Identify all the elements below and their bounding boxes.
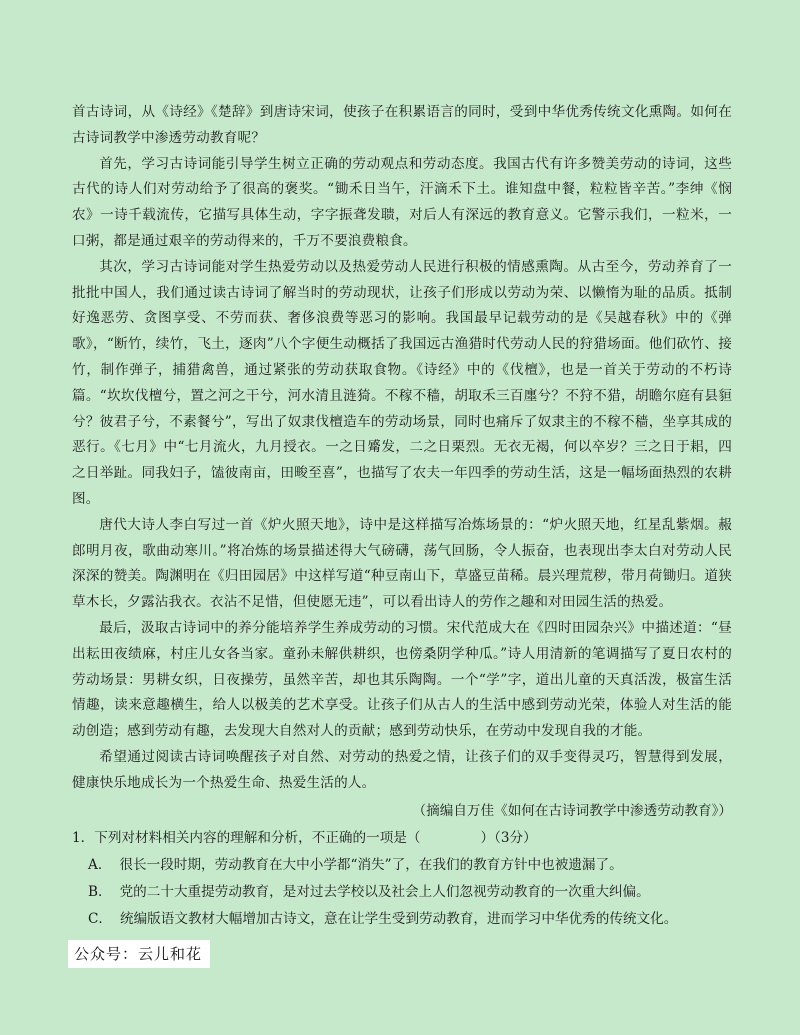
option-letter: C． [88,911,112,928]
document-page [72,100,732,933]
article-body [72,100,732,797]
article-paragraph: 首古诗词，从《诗经》《楚辞》到唐诗宋词，使孩子在积累语言的同时，受到中华优秀传统文化熏陶。如何在古诗词教学中渗透劳动教育呢？ [72,104,732,146]
article-paragraph: 最后，汲取古诗词中的养分能培养学生养成劳动的习惯。宋代范成大在《四时田园杂兴》中描述道：“昼出耘田夜绩麻，村庄儿女各当家。童孙未解供耕织，也傍桑阴学种瓜。”诗人用清新的笔调描写了夏日农村的劳动场景：男耕女织，日夜操劳，虽然辛苦，却也其乐陶陶。一个“学”字，道出儿童的天真活泼，极富生活情趣，读来意趣横生，给人以极美的艺术享受。让孩子们从古人的生活中感到劳动光荣，体验人对生活的能动创造；感到劳动有趣，去发现大自然对人的贡献；感到劳动快乐，在劳动中发现自我的才能。 [72,619,732,740]
question-number: 1． [72,830,95,847]
article-paragraph: 希望通过阅读古诗词唤醒孩子对自然、对劳动的热爱之情，让孩子们的双手变得灵巧，智慧得到发展，健康快乐地成长为一个热爱生命、热爱生活的人。 [72,748,732,791]
question-options [72,852,732,933]
question-block [72,826,732,933]
answer-option[interactable] [72,906,732,933]
question-stem-before: 下列对材料相关内容的理解和分析，不正确的一项是（ [94,830,421,847]
option-text: 党的二十大重提劳动教育，是对过去学校以及社会上人们忽视劳动教育的一次重大纠偏。 [119,884,650,901]
article-paragraph: 其次，学习古诗词能对学生热爱劳动以及热爱劳动人民进行积极的情感熏陶。从古至今，劳动养育了一批批中国人，我们通过读古诗词了解当时的劳动现状，让孩子们形成以劳动为荣、以懒惰为耻的品质。抵制好逸恶劳、贪图享受、不劳而获、奢侈浪费等恶习的影响。我国最早记载劳动的是《吴越春秋》中的《弹歌》，“断竹，续竹，飞土，逐肉”八个字便生动概括了我国远古渔猎时代劳动人民的狩猎场面。他们砍竹、接竹，制作弹子，捕猎禽兽，通过紧张的劳动获取食物。《诗经》中的《伐檀》，也是一首关于劳动的不朽诗篇。“坎坎伐檀兮，置之河之干兮，河水清且涟猗。不稼不穑，胡取禾三百廛兮？不狩不猎，胡瞻尔庭有县貆兮？彼君子兮，不素餐兮”，写出了奴隶伐檀造车的劳动场景，同时也痛斥了奴隶主的不稼不穑，坐享其成的恶行。《七月》中“七月流火，九月授衣。一之日觱发，二之日栗烈。无衣无褐，何以卒岁？三之日于耜，四之日举趾。同我妇子，馌彼南亩，田畯至喜”，也描写了农夫一年四季的劳动生活，这是一幅场面热烈的农耕图。 [72,258,732,507]
option-letter: A． [88,857,112,874]
answer-option[interactable] [72,879,732,906]
question-stem-after: ）（3分） [480,830,537,847]
option-text: 很长一段时期，劳动教育在大中小学都“消失”了，在我们的教育方针中也被遗漏了。 [119,857,623,874]
option-text: 统编版语文教材大幅增加古诗文，意在让学生受到劳动教育，进而学习中华优秀的传统文化。 [120,911,678,928]
article-paragraph: 唐代大诗人李白写过一首《炉火照天地》，诗中是这样描写冶炼场景的：“炉火照天地，红星乱紫烟。赧郎明月夜，歌曲动寒川。”将冶炼的场景描述得大气磅礴，荡气回肠，令人振奋，也表现出李太白对劳动人民深深的赞美。陶渊明在《归田园居》中这样写道“种豆南山下，草盛豆苗稀。晨兴理荒秽，带月荷锄归。道狭草木长，夕露沾我衣。衣沾不足惜，但使愿无违”，可以看出诗人的劳作之趣和对田园生活的热爱。 [72,516,732,611]
watermark-label: 公众号：云儿和花 [68,940,210,968]
article-paragraph: 首先，学习古诗词能引导学生树立正确的劳动观点和劳动态度。我国古代有许多赞美劳动的诗词，这些古代的诗人们对劳动给予了很高的褒奖。“锄禾日当午，汗滴禾下土。谁知盘中餐，粒粒皆辛苦。”李绅《悯农》一诗千载流传，它描写具体生动，字字振聋发聩，对后人有深远的教育意义。它警示我们，一粒米，一口粥，都是通过艰辛的劳动得来的，千万不要浪费粮食。 [72,155,732,249]
article-source: （摘编自万佳《如何在古诗词教学中渗透劳动教育》） [412,802,732,819]
option-letter: B． [88,884,112,901]
question-stem [72,826,732,852]
answer-option[interactable] [72,852,732,879]
